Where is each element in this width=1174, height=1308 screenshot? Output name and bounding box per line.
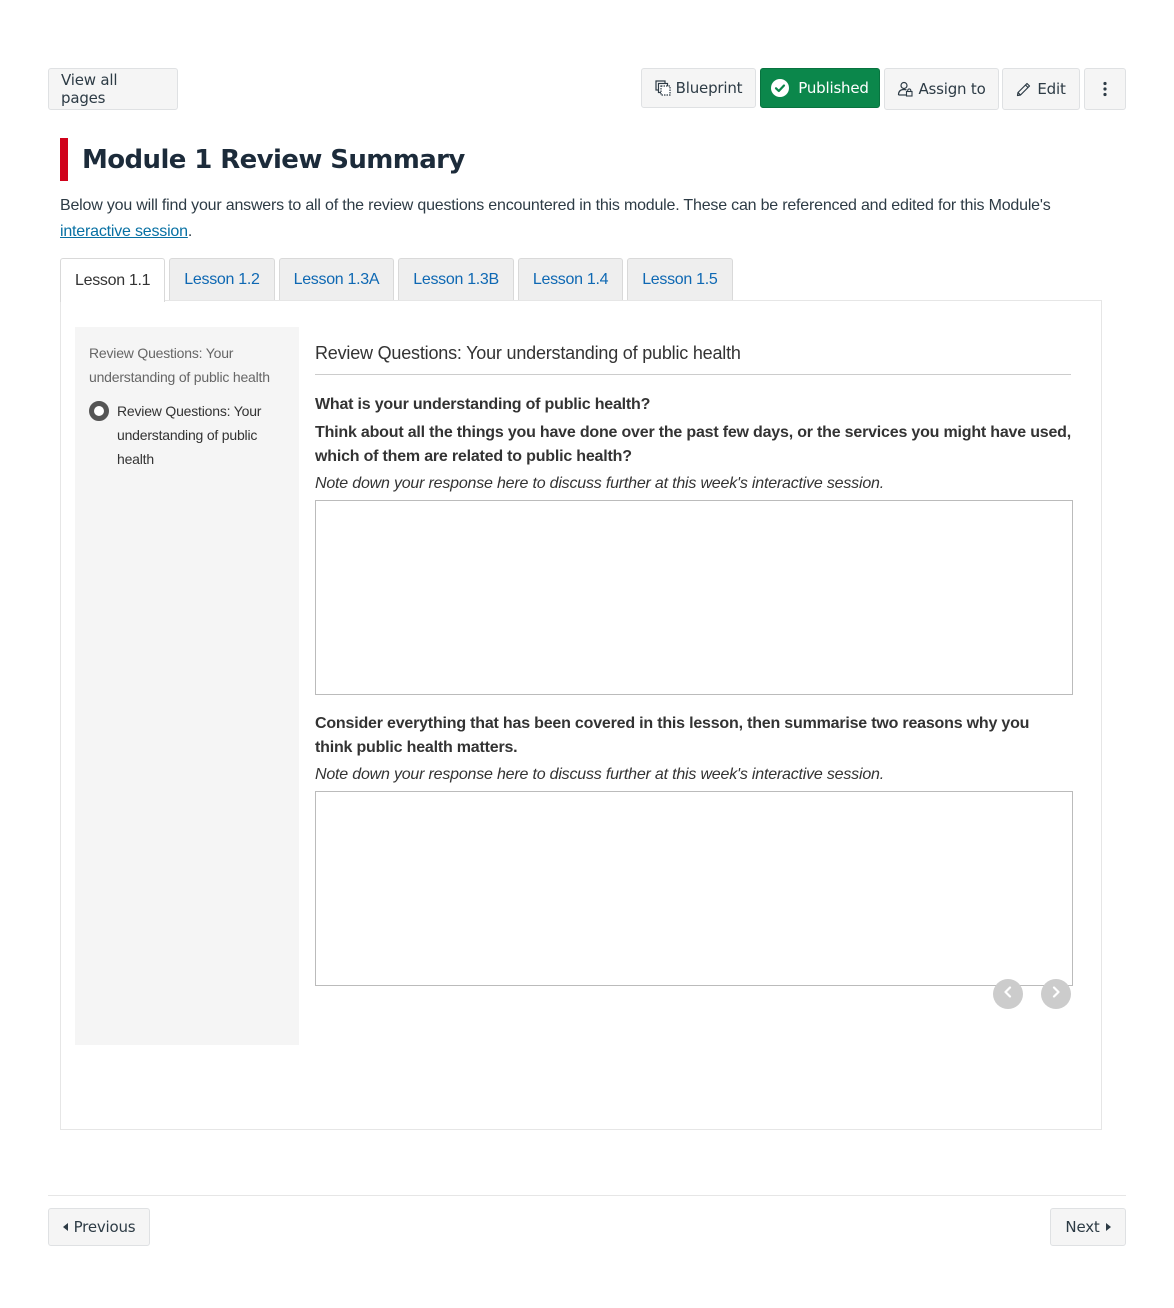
assign-to-label: Assign to [918,80,986,98]
blueprint-icon [655,80,671,96]
response-textarea-1[interactable] [315,500,1073,695]
sidebar-item-review-questions[interactable] [89,399,285,471]
response-textarea-2[interactable] [315,791,1073,986]
question-block-2 [315,712,1073,986]
question-2-note: Note down your response here to discuss further at this week's interactive session. [315,766,884,783]
intro-end: . [187,223,193,240]
content-title: Review Questions: Your understanding of public health [315,327,1071,375]
review-sidebar [75,327,299,1045]
question-1-note: Note down your response here to discuss further at this week's interactive session. [315,475,884,492]
view-all-pages-label: View all pages [61,71,118,107]
caret-left-icon [63,1223,69,1231]
title-accent-bar [60,138,68,181]
chevron-left-icon [1003,985,1013,1003]
tab-lesson-1-2[interactable]: Lesson 1.2 [169,258,274,301]
radio-selected-icon [89,401,109,421]
tab-panel [60,300,1102,1130]
page-title: Module 1 Review Summary [82,144,465,175]
footer-divider [48,1195,1126,1196]
tab-lesson-1-3a[interactable]: Lesson 1.3A [279,258,395,301]
user-lock-icon [897,81,913,97]
chevron-right-icon [1051,985,1061,1003]
published-button[interactable] [760,68,880,108]
more-options-button[interactable] [1084,68,1126,110]
check-circle-icon [771,79,789,97]
edit-label: Edit [1037,80,1066,98]
pencil-icon [1016,81,1032,97]
previous-label: Previous [73,1218,136,1236]
blueprint-label: Blueprint [675,79,743,97]
question-2-line-1: Consider everything that has been covered in this lesson, then summarise two reasons why you think public health matters. [315,715,1030,756]
sidebar-item-label: Review Questions: Your understanding of public health [117,403,262,467]
next-question-button[interactable] [1041,979,1071,1009]
question-1-line-1: What is your understanding of public health? [315,396,651,413]
edit-button[interactable] [1002,68,1080,110]
intro-text: Below you will find your answers to all of the review questions encountered in this module. These can be referenced and edited for this Module's [60,197,1051,214]
question-block-1 [315,393,1073,695]
tab-lesson-1-4[interactable]: Lesson 1.4 [518,258,623,301]
question-nav [993,979,1071,1009]
previous-question-button[interactable] [993,979,1023,1009]
more-vertical-icon [1103,81,1107,97]
review-content [315,327,1073,986]
previous-page-button[interactable] [48,1208,150,1246]
next-label: Next [1065,1218,1100,1236]
view-all-pages-button[interactable] [48,68,178,110]
caret-right-icon [1105,1223,1111,1231]
interactive-session-link[interactable]: interactive session [60,223,188,240]
next-page-button[interactable] [1050,1208,1126,1246]
assign-to-button[interactable] [884,68,999,110]
blueprint-button[interactable] [641,68,756,108]
question-1-line-2: Think about all the things you have done over the past few days, or the services you might have used, which of them are related to public health? [315,424,1071,465]
sidebar-heading: Review Questions: Your understanding of public health [89,345,270,385]
intro-paragraph [60,193,1060,245]
published-label: Published [798,79,869,97]
page-title-container [60,138,465,181]
lesson-tabs [60,258,733,301]
tab-lesson-1-1[interactable]: Lesson 1.1 [60,258,165,302]
tab-lesson-1-5[interactable]: Lesson 1.5 [627,258,732,301]
tab-lesson-1-3b[interactable]: Lesson 1.3B [398,258,514,301]
